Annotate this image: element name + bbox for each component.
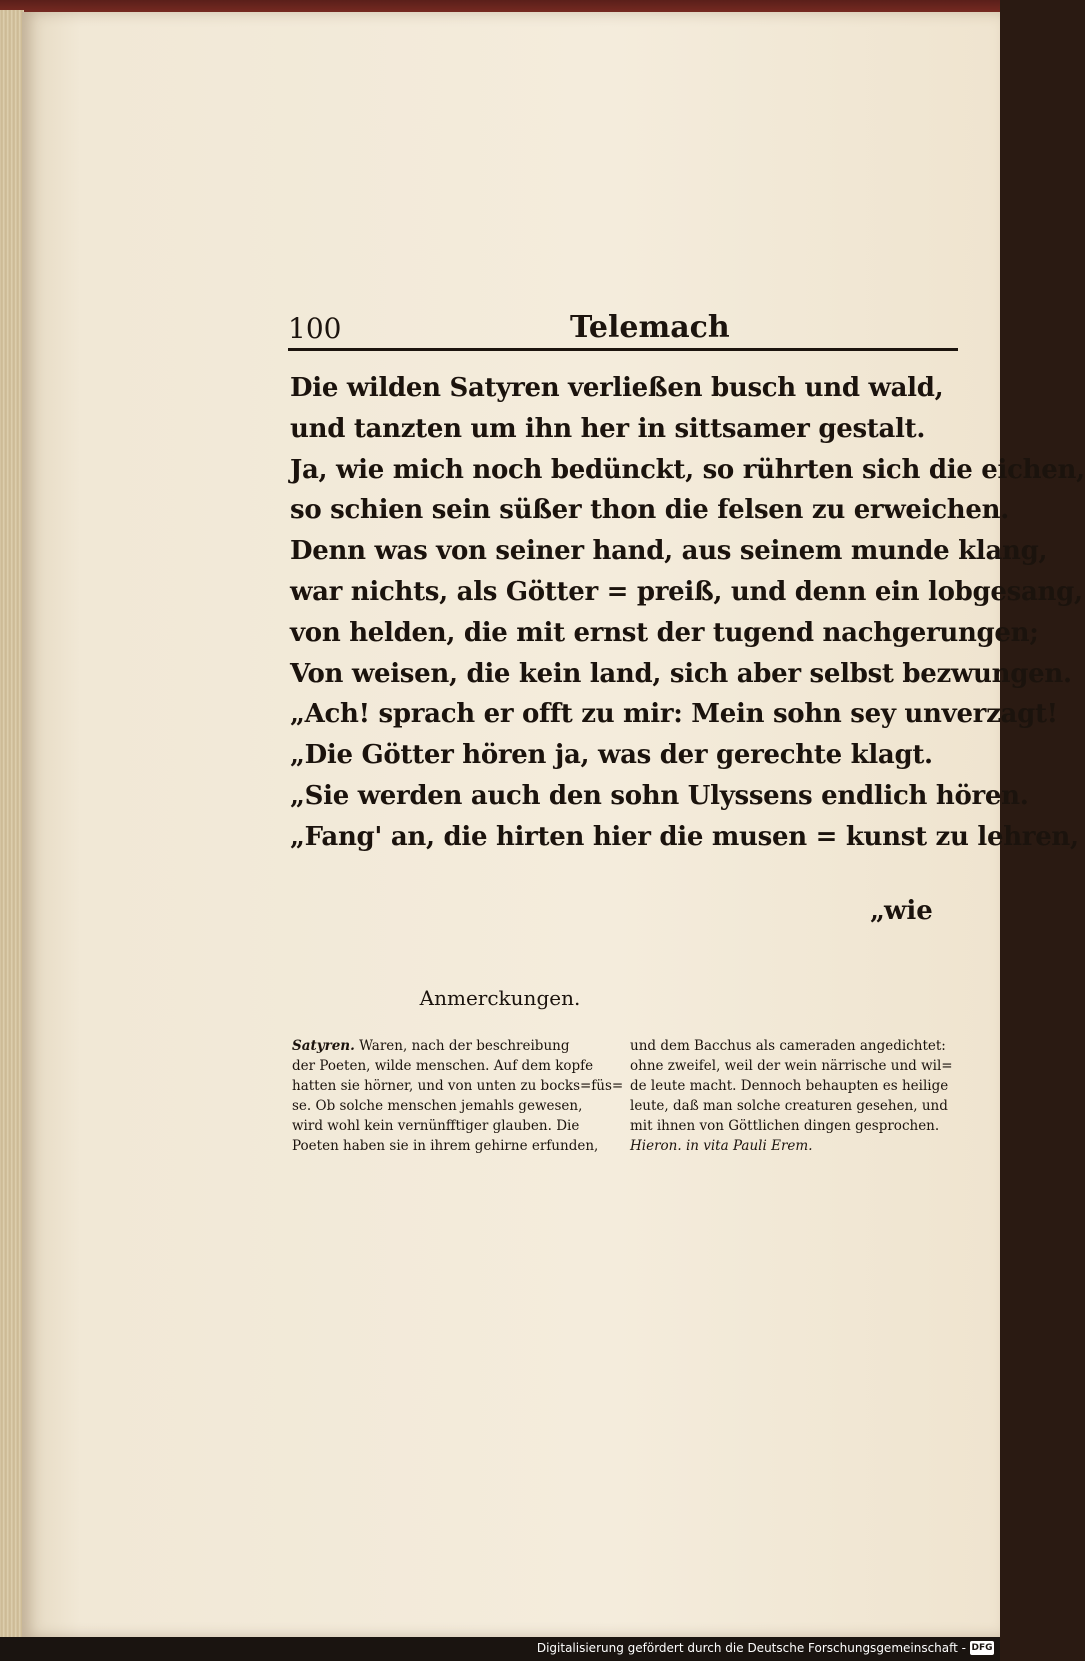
note-text: Waren, nach der beschreibung bbox=[359, 1038, 570, 1054]
header-rule bbox=[288, 348, 958, 351]
verse-line: „Sie werden auch den sohn Ulyssens endlich hören. bbox=[290, 780, 1029, 811]
verse-line: so schien sein süßer thon die felsen zu erweichen. bbox=[290, 495, 1009, 526]
note-line: der Poeten, wilde menschen. Auf dem kopfe bbox=[292, 1058, 594, 1074]
note-term: Satyren. bbox=[292, 1038, 355, 1054]
notes-right-column bbox=[630, 1036, 952, 1156]
verse-line: Denn was von seiner hand, aus seinem munde klang, bbox=[290, 536, 1048, 567]
note-line: Poeten haben sie in ihrem gehirne erfunden, bbox=[292, 1138, 599, 1154]
note-line: ohne zweifel, weil der wein närrische und wil= bbox=[630, 1058, 953, 1074]
verse-line: Ja, wie mich noch bedünckt, so rührten sich die eichen, bbox=[290, 454, 1085, 485]
page-number: 100 bbox=[288, 312, 342, 345]
catchword: „wie bbox=[870, 896, 933, 926]
note-line: de leute macht. Dennoch behaupten es heilige bbox=[630, 1078, 949, 1094]
dfg-logo-icon: DFG bbox=[971, 1643, 993, 1653]
notes-heading: Anmerckungen. bbox=[419, 986, 581, 1010]
verse-line: Von weisen, die kein land, sich aber selbst bezwungen. bbox=[290, 658, 1072, 689]
notes-section bbox=[292, 1036, 952, 1156]
page-header bbox=[270, 310, 960, 350]
note-line: mit ihnen von Göttlichen dingen gesprochen. bbox=[630, 1118, 940, 1134]
verse-line: und tanzten um ihn her in sittsamer gestalt. bbox=[290, 413, 926, 444]
note-line: hatten sie hörner, und von unten zu bocks=füs= bbox=[292, 1078, 624, 1094]
poem-text bbox=[290, 368, 1085, 858]
verse-line: von helden, die mit ernst der tugend nachgerungen; bbox=[290, 617, 1039, 648]
note-line: wird wohl kein vernünfftiger glauben. Die bbox=[292, 1118, 580, 1134]
footer-bar bbox=[0, 1637, 1000, 1661]
verse-line: „Ach! sprach er offt zu mir: Mein sohn sey unverzagt! bbox=[290, 699, 1058, 730]
verse-line: „Die Götter hören ja, was der gerechte klagt. bbox=[290, 740, 933, 771]
verse-line: Die wilden Satyren verließen busch und wald, bbox=[290, 373, 944, 403]
note-reference: Hieron. in vita Pauli Erem. bbox=[630, 1138, 813, 1154]
note-line: und dem Bacchus als cameraden angedichtet: bbox=[630, 1038, 946, 1054]
verse-line: „Fang' an, die hirten hier die musen = kunst zu lehren, bbox=[290, 821, 1079, 852]
note-line: se. Ob solche menschen jemahls gewesen, bbox=[292, 1098, 583, 1114]
running-title: Telemach bbox=[570, 310, 730, 345]
note-line: leute, daß man solche creaturen gesehen, und bbox=[630, 1098, 948, 1114]
footer-credit: Digitalisierung gefördert durch die Deutsche Forschungsgemeinschaft - bbox=[536, 1641, 966, 1655]
verse-line: war nichts, als Götter = preiß, und denn ein lobgesang, bbox=[290, 576, 1083, 607]
page-stack-edge bbox=[0, 10, 24, 1661]
notes-left-column bbox=[292, 1036, 624, 1156]
note-line bbox=[292, 1036, 614, 1056]
